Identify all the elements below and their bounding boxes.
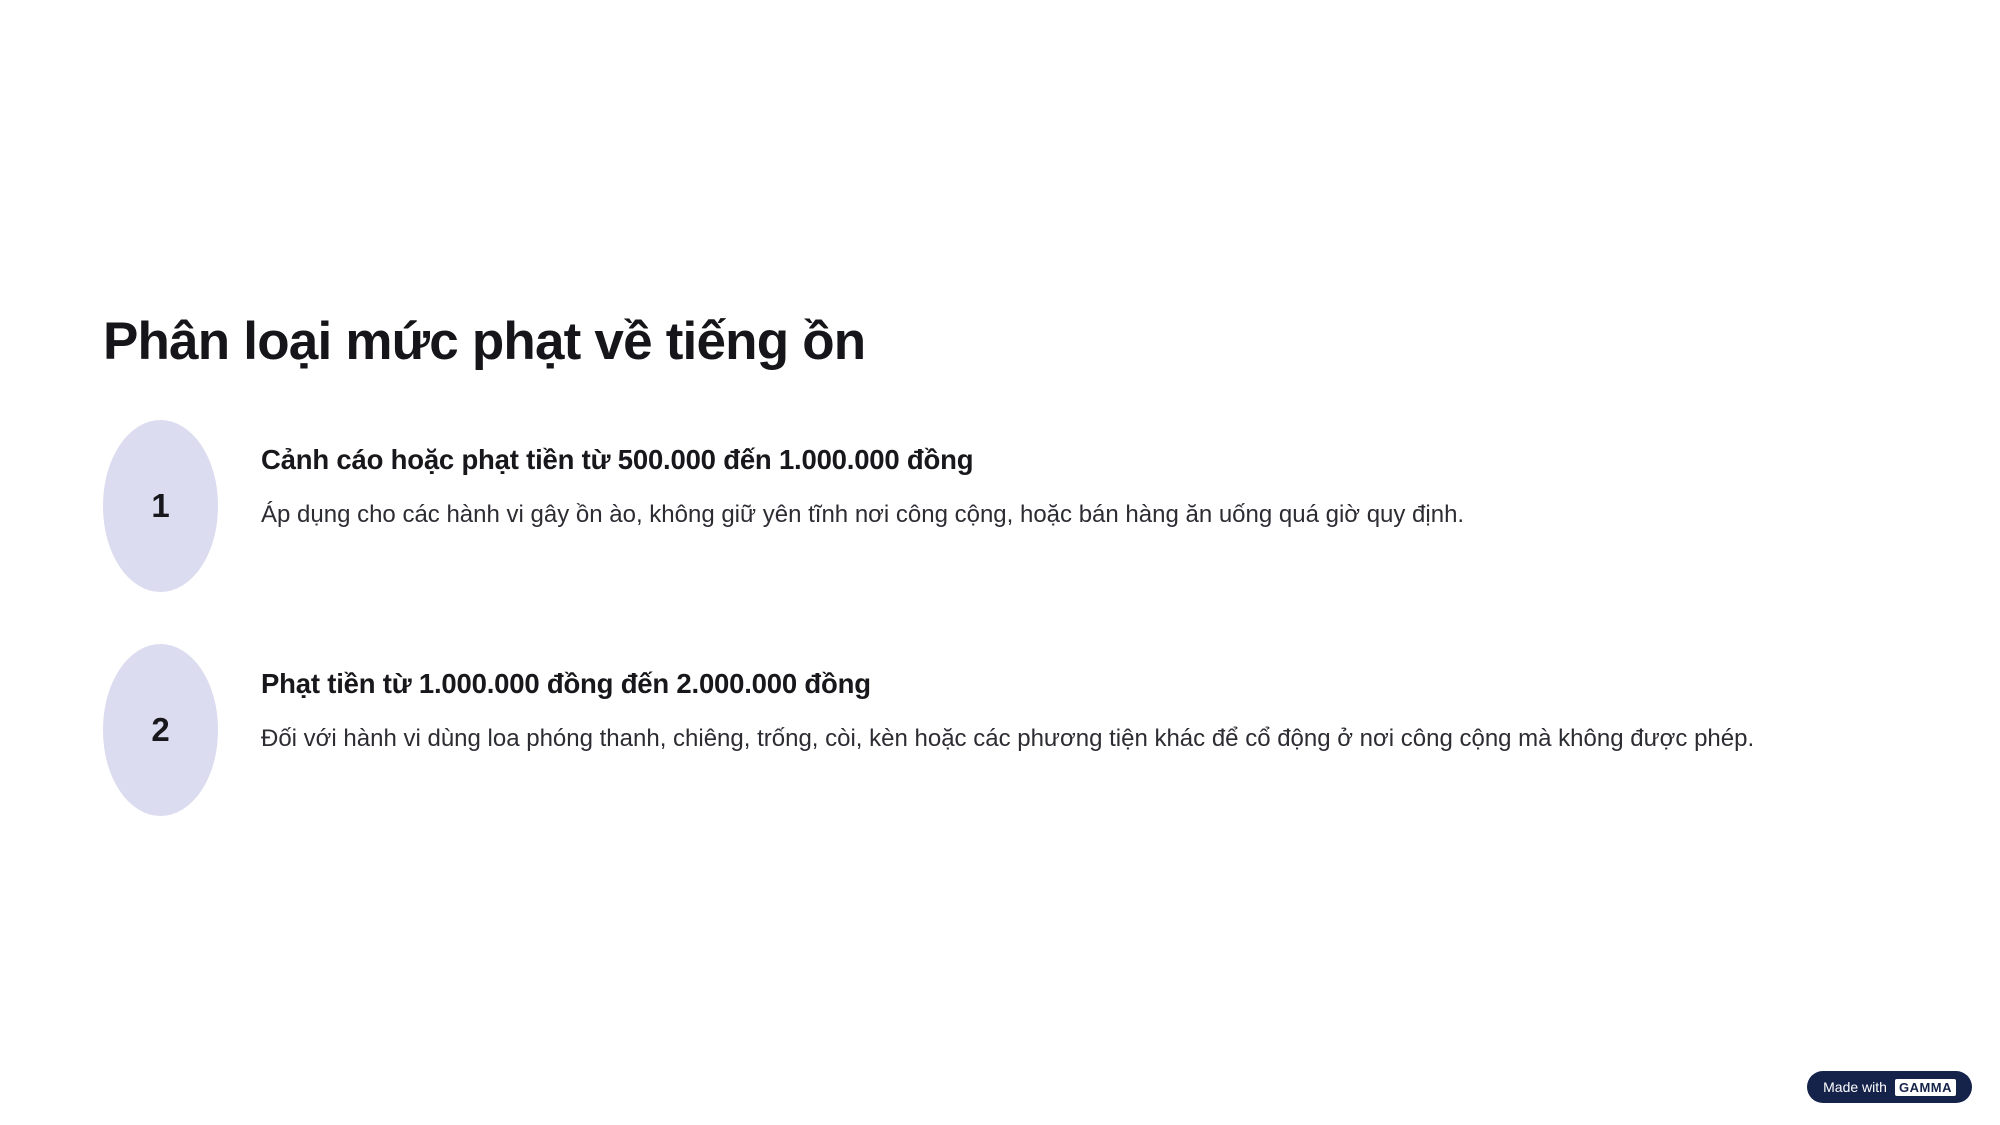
list-item-body [261, 644, 1754, 757]
list-item-description: Áp dụng cho các hành vi gây ồn ào, không giữ yên tĩnh nơi công cộng, hoặc bán hàng ăn uống quá giờ quy định. [261, 500, 1465, 528]
list-item-heading: Cảnh cáo hoặc phạt tiền từ 500.000 đến 1.000.000 đồng [261, 444, 974, 475]
list-item-heading: Phạt tiền từ 1.000.000 đồng đến 2.000.000 đồng [261, 668, 871, 699]
list-item-body [261, 420, 1464, 533]
list-item-number-badge [103, 420, 218, 592]
penalty-list [103, 420, 1903, 868]
list-item [103, 420, 1903, 592]
list-item [103, 644, 1903, 816]
list-item-number: 2 [151, 711, 170, 748]
made-with-label: Made with [1823, 1079, 1887, 1095]
made-with-gamma-badge[interactable] [1807, 1071, 1972, 1103]
list-item-number: 1 [151, 487, 170, 524]
page-title: Phân loại mức phạt về tiếng ồn [103, 311, 866, 371]
list-item-description: Đối với hành vi dùng loa phóng thanh, chiêng, trống, còi, kèn hoặc các phương tiện khác để cổ động ở nơi công cộng mà không được phép. [261, 724, 1755, 752]
gamma-logo: GAMMA [1895, 1079, 1956, 1096]
list-item-number-badge [103, 644, 218, 816]
